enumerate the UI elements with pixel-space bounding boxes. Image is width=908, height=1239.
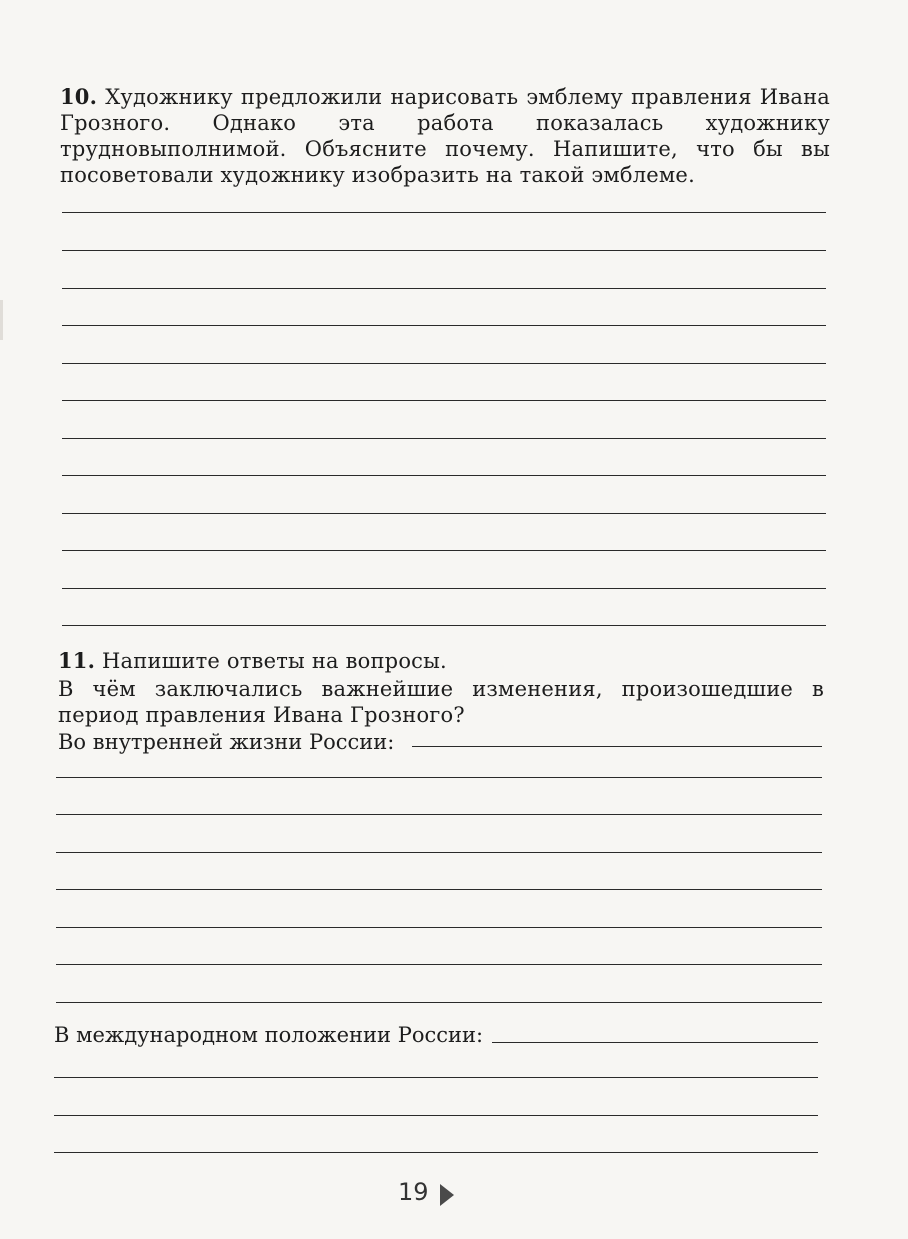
- page-number: 19: [398, 1178, 429, 1206]
- answer-line[interactable]: [56, 1002, 822, 1003]
- task-11-question: В чём заключались важнейшие изменения, произошедшие в период правления Ивана Грозного?: [58, 677, 824, 727]
- answer-line[interactable]: [62, 513, 826, 514]
- answer-line[interactable]: [62, 325, 826, 326]
- answer-line[interactable]: [62, 438, 826, 439]
- answer-line[interactable]: [54, 1077, 818, 1078]
- task-10-text: [60, 84, 830, 188]
- answer-line[interactable]: [56, 889, 822, 890]
- answer-line[interactable]: [54, 1152, 818, 1153]
- answer-line[interactable]: [56, 777, 822, 778]
- answer-line[interactable]: [62, 212, 826, 213]
- answer-line[interactable]: [62, 550, 826, 551]
- answer-line[interactable]: [62, 288, 826, 289]
- answer-line[interactable]: [56, 927, 822, 928]
- answer-line[interactable]: [56, 964, 822, 965]
- task-11-intro: [58, 648, 828, 674]
- answer-line[interactable]: [492, 1042, 818, 1043]
- task-10-number: 10.: [60, 84, 98, 109]
- answer-line[interactable]: [54, 1115, 818, 1116]
- answer-line[interactable]: [56, 814, 822, 815]
- answer-line[interactable]: [62, 625, 826, 626]
- international-label: В международном положении России:: [54, 1023, 484, 1047]
- task-11-number: 11.: [58, 648, 96, 673]
- answer-line[interactable]: [62, 363, 826, 364]
- task-10-body: Художнику предложили нарисовать эмблему правления Ивана Грозного. Однако эта работа показалась художнику трудновыполнимой. Объясните почему. Напишите, что бы вы посоветовали художнику изобразить на такой эмблеме.: [60, 85, 830, 187]
- answer-line[interactable]: [62, 400, 826, 401]
- answer-line[interactable]: [62, 475, 826, 476]
- answer-line[interactable]: [62, 588, 826, 589]
- triangle-right-icon: [440, 1184, 454, 1206]
- internal-life-label: Во внутренней жизни России:: [58, 730, 395, 754]
- scan-edge-mark: [0, 300, 3, 340]
- answer-line[interactable]: [62, 250, 826, 251]
- answer-line[interactable]: [412, 746, 822, 747]
- answer-line[interactable]: [56, 852, 822, 853]
- task-11-intro-text: Напишите ответы на вопросы.: [102, 649, 447, 673]
